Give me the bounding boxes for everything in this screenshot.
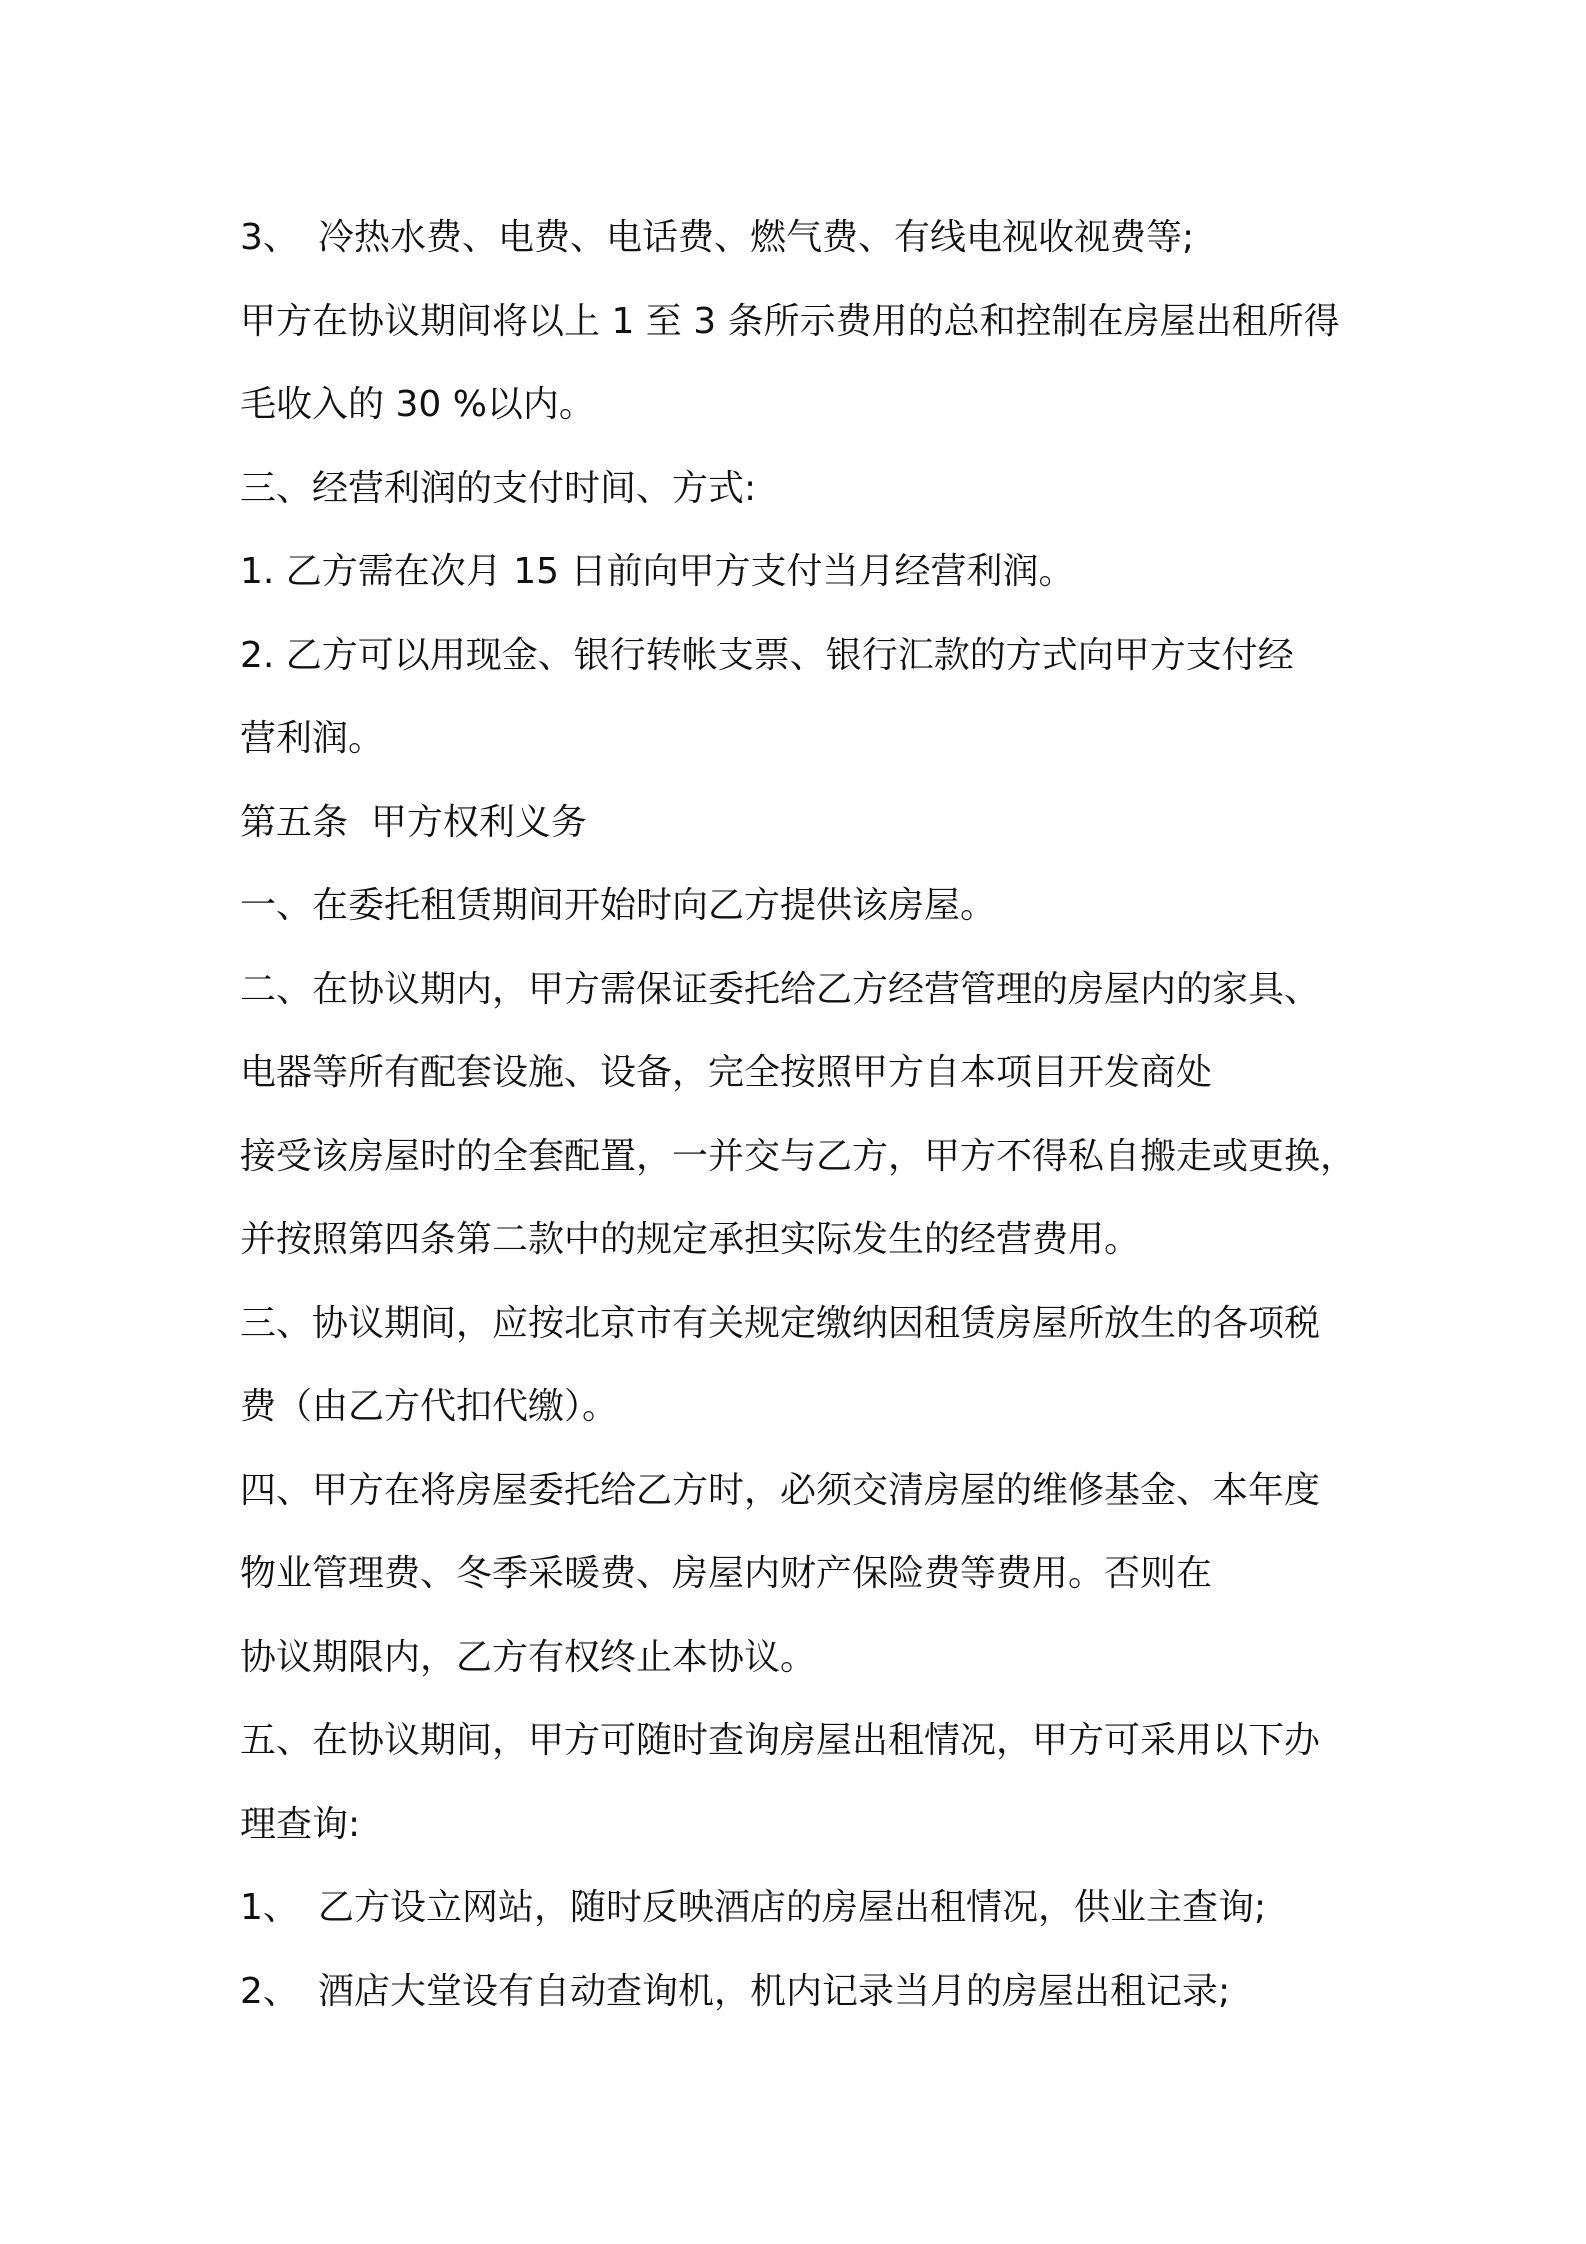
paragraph-line: 并按照第四条第二款中的规定承担实际发生的经营费用。 (240, 1219, 1141, 1260)
list-text: 乙方设立网站，随时反映酒店的房屋出租情况，供业主查询; (318, 1887, 1267, 1928)
list-text: 酒店大堂设有自动查询机，机内记录当月的房屋出租记录; (318, 1970, 1231, 2012)
paragraph-line: 1. 乙方需在次月 15 日前向甲方支付当月经营利润。 (240, 551, 1075, 592)
list-number: 1、 (240, 1887, 299, 1928)
list-text: 冷热水费、电费、电话费、燃气费、有线电视收视费等; (318, 217, 1195, 258)
paragraph-line: 2. 乙方可以用现金、银行转帐支票、银行汇款的方式向甲方支付经 (240, 634, 1294, 676)
list-number: 2、 (240, 1970, 299, 2012)
paragraph-line: 接受该房屋时的全套配置，一并交与乙方，甲方不得私自搬走或更换， (240, 1135, 1357, 1177)
paragraph-line: 三、协议期间，应按北京市有关规定缴纳因租赁房屋所放生的各项税 (240, 1302, 1321, 1344)
list-item (240, 1950, 1360, 2034)
paragraph-line: 费（由乙方代扣代缴）。 (240, 1386, 619, 1427)
list-number: 3、 (240, 217, 299, 258)
paragraph-line: 营利润。 (240, 718, 385, 759)
paragraph-line: 二、在协议期内，甲方需保证委托给乙方经营管理的房屋内的家具、 (240, 968, 1321, 1010)
paragraph-line: 理查询: (240, 1803, 361, 1845)
paragraph-line: 电器等所有配套设施、设备，完全按照甲方自本项目开发商处 (240, 1052, 1213, 1093)
paragraph-line: 甲方在协议期间将以上 1 至 3 条所示费用的总和控制在房屋出租所得 (240, 300, 1340, 342)
paragraph-line: 一、在委托租赁期间开始时向乙方提供该房屋。 (240, 885, 997, 926)
paragraph-line: 五、在协议期间，甲方可随时查询房屋出租情况，甲方可采用以下办 (240, 1720, 1321, 1761)
list-item (240, 196, 1360, 280)
paragraph-line: 物业管理费、冬季采暖费、房屋内财产保险费等费用。否则在 (240, 1553, 1213, 1594)
document-body (240, 196, 1360, 2033)
list-item (240, 1866, 1360, 1950)
paragraph-line: 四、甲方在将房屋委托给乙方时，必须交清房屋的维修基金、本年度 (240, 1469, 1321, 1511)
paragraph-line: 毛收入的 30 %以内。 (240, 384, 595, 425)
paragraph-line: 协议期限内，乙方有权终止本协议。 (240, 1636, 817, 1678)
section-heading: 三、经营利润的支付时间、方式: (240, 467, 757, 509)
article-heading: 第五条 甲方权利义务 (240, 801, 587, 843)
